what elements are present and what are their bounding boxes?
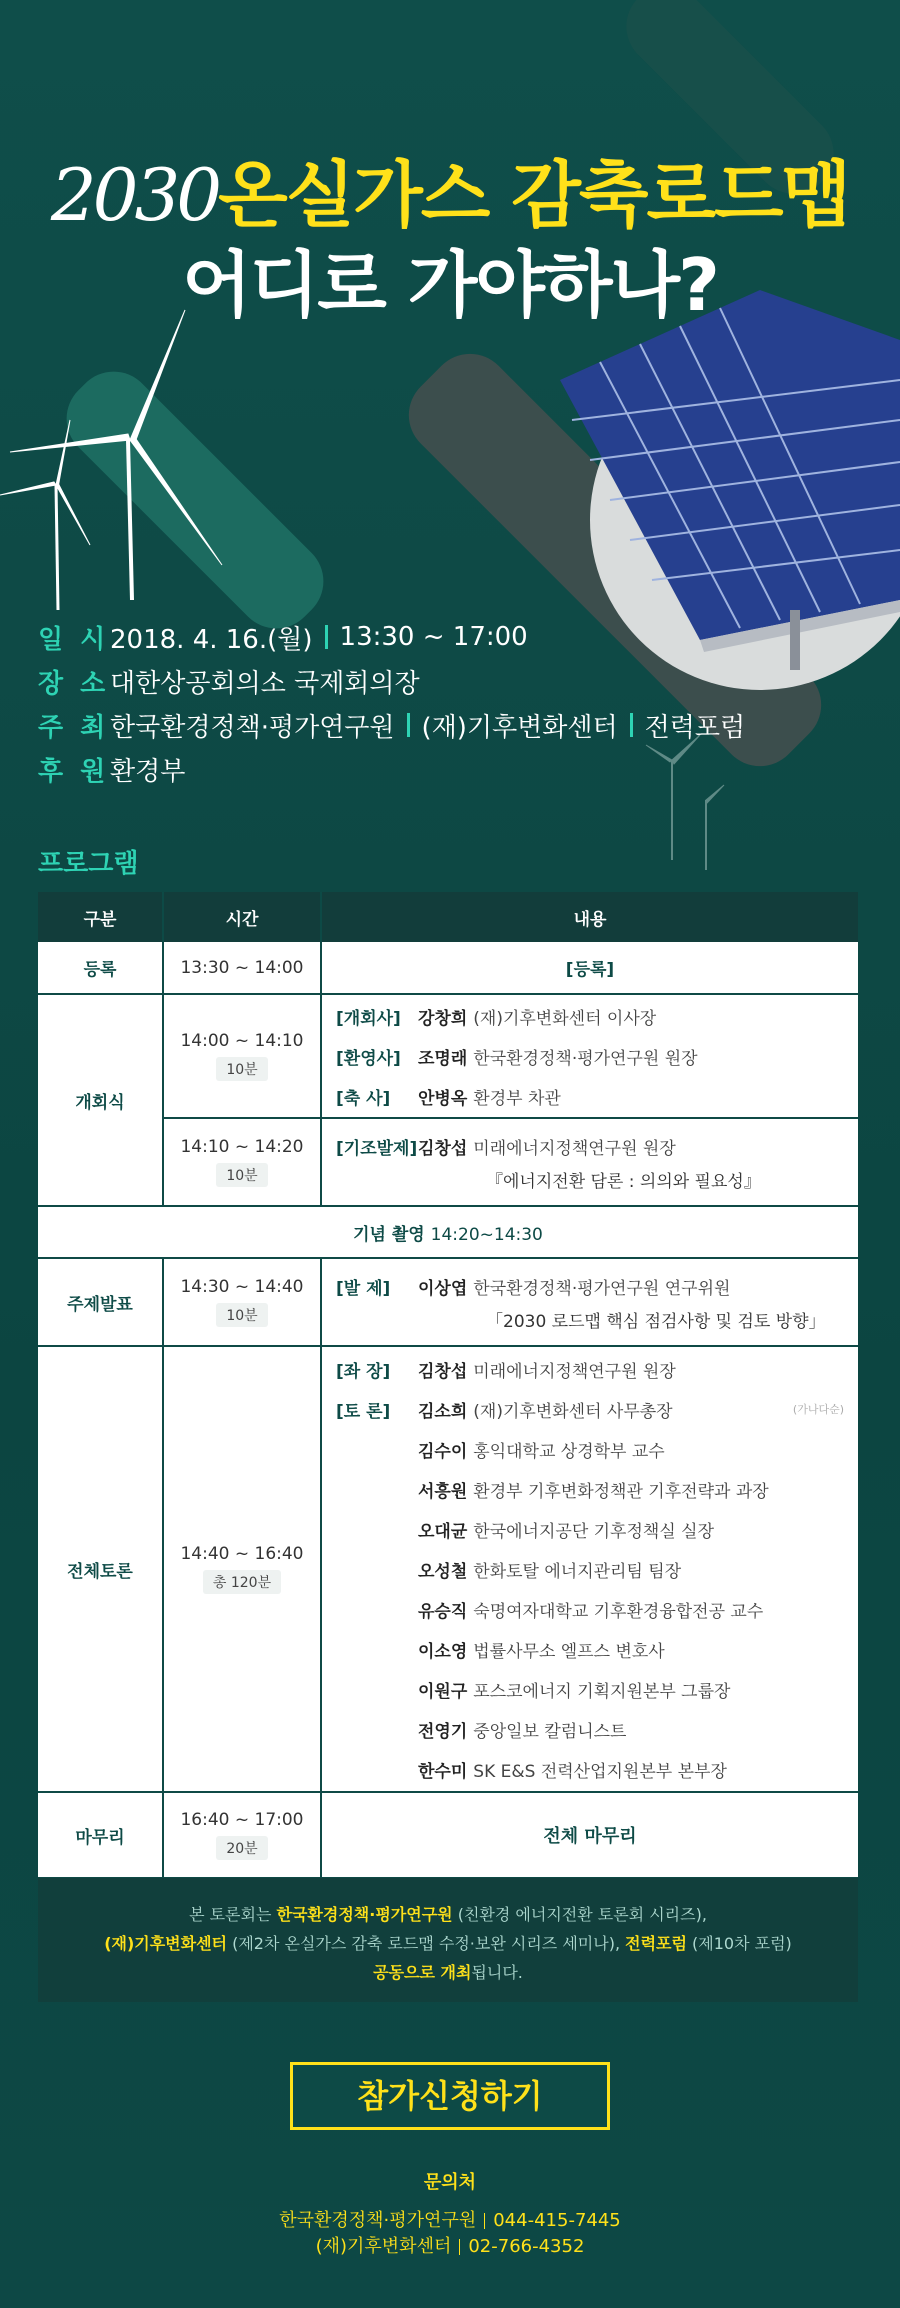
list-item (336, 1509, 844, 1549)
info-date-row (38, 615, 745, 659)
contact-org: (재)기후변화센터 (315, 2236, 452, 2257)
contact-phone: 02-766-4352 (468, 2236, 585, 2257)
list-item (336, 1469, 844, 1509)
notice-line-1 (38, 1900, 858, 1929)
page-title (0, 150, 900, 330)
info-venue-label: 장 소 (38, 668, 110, 699)
info-host-1: 한국환경정책·평가연구원 (110, 712, 395, 743)
list-item (336, 1076, 844, 1116)
info-date-label: 일 시 (38, 624, 110, 655)
role-label: [개회사] (336, 1008, 401, 1029)
notice-line-2 (38, 1929, 858, 1958)
info-divider (325, 625, 328, 649)
title-year: 2030 (50, 153, 219, 237)
person-org: 법률사무소 엘프스 변호사 (473, 1641, 665, 1662)
row-time: 13:30 ~ 14:00 (163, 942, 321, 994)
info-host-label: 주 최 (38, 712, 110, 743)
person-org: SK E&S 전력산업지원본부 본부장 (473, 1761, 727, 1782)
duration-badge: 10분 (216, 1163, 267, 1187)
info-host-2: (재)기후변화센터 (421, 712, 618, 743)
contact-divider (484, 2213, 485, 2229)
list-item (336, 1129, 844, 1163)
presentation-topic: 「2030 로드맵 핵심 점검사항 및 검토 방향」 (486, 1311, 826, 1332)
duration-badge: 10분 (216, 1303, 267, 1327)
row-section: 주제발표 (38, 1258, 163, 1346)
list-item (336, 1669, 844, 1709)
duration-badge: 20분 (216, 1836, 267, 1860)
contact-phone: 044-415-7445 (493, 2210, 621, 2231)
row-time (163, 1118, 321, 1206)
apply-button[interactable]: 참가신청하기 (290, 2062, 610, 2130)
list-item (336, 1589, 844, 1629)
row-content (321, 1346, 858, 1792)
table-row (38, 1258, 858, 1346)
header-section: 구분 (38, 892, 163, 942)
title-line-2: 어디로 가야하나? (182, 243, 718, 327)
row-time (163, 994, 321, 1118)
person-org: 환경부 차관 (473, 1088, 561, 1109)
person-org: 한국환경정책·평가연구원 연구위원 (473, 1278, 731, 1299)
notice-text: (친환경 에너지전환 토론회 시리즈), (452, 1905, 707, 1924)
row-content (321, 1258, 858, 1346)
role-label: [기조발제] (336, 1138, 418, 1159)
info-divider (407, 713, 410, 737)
notice-text: (제2차 온실가스 감축 로드맵 수정·보완 시리즈 세미나), (227, 1934, 626, 1953)
contact-row (0, 2208, 900, 2234)
person-name: 김소희 (418, 1401, 468, 1422)
row-section: 개회식 (38, 994, 163, 1206)
person-name: 서흥원 (418, 1481, 468, 1502)
notice-text: 본 토론회는 (189, 1905, 277, 1924)
person-name: 조명래 (418, 1048, 468, 1069)
table-row (38, 942, 858, 994)
row-section: 등록 (38, 942, 163, 994)
role-label: [좌 장] (336, 1361, 391, 1382)
role-label: [토 론] (336, 1401, 391, 1422)
contact-row (0, 2234, 900, 2260)
person-name: 김수이 (418, 1441, 468, 1462)
person-name: 오성철 (418, 1561, 468, 1582)
contact-info (0, 2168, 900, 2260)
row-content: [등록] (321, 942, 858, 994)
photo-row (38, 1206, 858, 1258)
person-name: 오대균 (418, 1521, 468, 1542)
notice-text: 됩니다. (471, 1963, 523, 1982)
person-name: 이소영 (418, 1641, 468, 1662)
notice-line-3 (38, 1958, 858, 1987)
row-content: 전체 마무리 (321, 1792, 858, 1878)
list-item (336, 1269, 844, 1303)
info-venue-row (38, 659, 745, 703)
order-note: (가나다순) (792, 1403, 844, 1416)
role-label: [축 사] (336, 1088, 391, 1109)
row-content (321, 994, 858, 1118)
role-label: [환영사] (336, 1048, 401, 1069)
person-org: (재)기후변화센터 이사장 (473, 1008, 657, 1029)
contact-divider (459, 2239, 460, 2255)
wind-turbine-icon (0, 310, 222, 610)
person-org: 미래에너지정책연구원 원장 (473, 1361, 676, 1382)
header-time: 시간 (163, 892, 321, 942)
row-time (163, 1258, 321, 1346)
person-name: 이상엽 (418, 1278, 468, 1299)
co-host-notice (38, 1878, 858, 2002)
duration-badge: 10분 (216, 1057, 267, 1081)
time-range: 16:40 ~ 17:00 (180, 1810, 304, 1830)
program-table (38, 892, 858, 1879)
person-name: 김창섭 (418, 1138, 468, 1159)
keynote-topic: 『에너지전환 담론 : 의의와 필요성』 (486, 1171, 761, 1192)
contact-title: 문의처 (423, 2172, 477, 2193)
list-item (336, 1389, 844, 1429)
row-time (163, 1346, 321, 1792)
table-header-row (38, 892, 858, 942)
person-name: 강창희 (418, 1008, 468, 1029)
person-name: 한수미 (418, 1761, 468, 1782)
duration-badge: 총 120분 (203, 1570, 281, 1594)
person-org: 환경부 기후변화정책관 기후전략과 과장 (473, 1481, 769, 1502)
table-row (38, 1346, 858, 1792)
event-info (38, 615, 745, 791)
list-item (336, 996, 844, 1036)
info-sponsor-row (38, 747, 745, 791)
info-sponsor-label: 후 원 (38, 756, 110, 787)
person-name: 이원구 (418, 1681, 468, 1702)
time-range: 14:30 ~ 14:40 (180, 1277, 304, 1297)
info-sponsor: 환경부 (110, 756, 186, 787)
notice-text: (제10차 포럼) (686, 1934, 792, 1953)
title-line-1 (0, 150, 900, 240)
person-org: 중앙일보 칼럼니스트 (473, 1721, 627, 1742)
person-name: 안병옥 (418, 1088, 468, 1109)
row-time (163, 1792, 321, 1878)
photo-label: 기념 촬영 (353, 1224, 425, 1245)
notice-emphasis: 공동으로 개최 (373, 1963, 472, 1982)
role-label: [발 제] (336, 1278, 391, 1299)
info-time: 13:30 ~ 17:00 (339, 622, 528, 652)
contact-org: 한국환경정책·평가연구원 (279, 2210, 477, 2231)
photo-time: 14:20~14:30 (430, 1224, 543, 1245)
list-item (336, 1036, 844, 1076)
table-row (38, 1206, 858, 1258)
person-org: 한화토탈 에너지관리팀 팀장 (473, 1561, 682, 1582)
person-org: 홍익대학교 상경학부 교수 (473, 1441, 665, 1462)
list-item (336, 1349, 844, 1389)
row-section: 전체토론 (38, 1346, 163, 1792)
list-item (336, 1549, 844, 1589)
person-org: 한국환경정책·평가연구원 원장 (473, 1048, 698, 1069)
table-row (38, 994, 858, 1118)
person-org: 포스코에너지 기획지원본부 그룹장 (473, 1681, 731, 1702)
info-date: 2018. 4. 16.(월) (110, 624, 313, 655)
time-range: 14:00 ~ 14:10 (180, 1031, 304, 1051)
table-row (38, 1792, 858, 1878)
info-divider (630, 713, 633, 737)
time-range: 14:40 ~ 16:40 (180, 1544, 304, 1564)
notice-org: (재)기후변화센터 (104, 1934, 228, 1953)
person-org: 한국에너지공단 기후정책실 실장 (473, 1521, 714, 1542)
info-venue: 대한상공회의소 국제회의장 (110, 668, 420, 699)
notice-org: 전력포럼 (625, 1934, 687, 1953)
row-section: 마무리 (38, 1792, 163, 1878)
title-roadmap: 온실가스 감축로드맵 (218, 153, 850, 237)
row-content (321, 1118, 858, 1206)
person-org: (재)기후변화센터 사무총장 (473, 1401, 673, 1422)
list-item (336, 1629, 844, 1669)
time-range: 14:10 ~ 14:20 (180, 1137, 304, 1157)
list-item (336, 1749, 844, 1789)
person-name: 전영기 (418, 1721, 468, 1742)
person-org: 숙명여자대학교 기후환경융합전공 교수 (473, 1601, 764, 1622)
person-name: 김창섭 (418, 1361, 468, 1382)
program-title: 프로그램 (38, 849, 139, 879)
list-item (336, 1709, 844, 1749)
info-host-row (38, 703, 745, 747)
person-org: 미래에너지정책연구원 원장 (473, 1138, 676, 1159)
notice-org: 한국환경정책·평가연구원 (276, 1905, 453, 1924)
person-name: 유승직 (418, 1601, 468, 1622)
list-item (336, 1429, 844, 1469)
header-content: 내용 (321, 892, 858, 942)
info-host-3: 전력포럼 (644, 712, 746, 743)
